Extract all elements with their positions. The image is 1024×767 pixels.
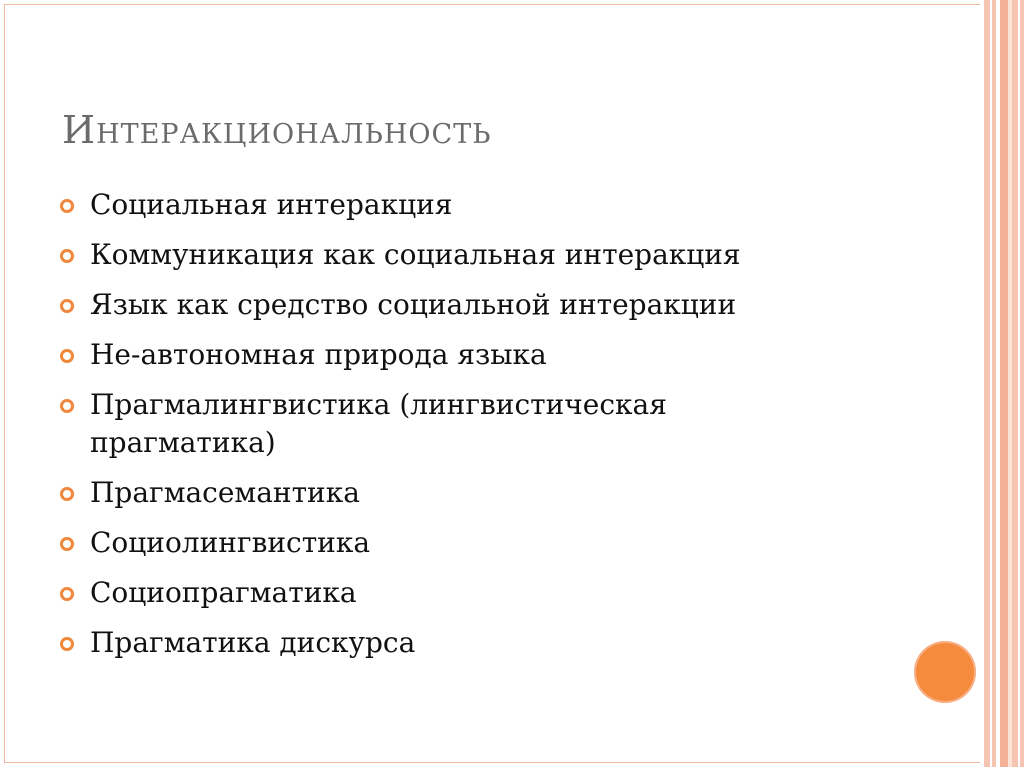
list-item — [60, 624, 860, 662]
ring-bullet-icon — [60, 349, 74, 363]
list-item — [60, 574, 860, 612]
list-item — [60, 286, 860, 324]
ring-bullet-icon — [60, 487, 74, 501]
list-item-text: Прагмалингвистика (лингвистическая прагматика) — [90, 388, 667, 459]
ring-bullet-icon — [60, 587, 74, 601]
list-item-text: Прагмасемантика — [90, 476, 360, 509]
list-item — [60, 474, 860, 512]
list-item-text: Социальная интеракция — [90, 188, 453, 221]
list-item — [60, 236, 860, 274]
list-item-text: Прагматика дискурса — [90, 626, 416, 659]
right-stripe-decoration — [980, 0, 1024, 767]
ring-bullet-icon — [60, 399, 74, 413]
ring-bullet-icon — [60, 537, 74, 551]
list-item-text: Коммуникация как социальная интеракция — [90, 238, 741, 271]
slide-title: Интеракциональность — [62, 108, 492, 152]
list-item — [60, 524, 860, 562]
list-item — [60, 186, 860, 224]
list-item-text: Социолингвистика — [90, 526, 371, 559]
list-item-text: Язык как средство социальной интеракции — [90, 288, 737, 321]
list-item-text: Не-автономная природа языка — [90, 338, 547, 371]
ring-bullet-icon — [60, 249, 74, 263]
orange-circle-decoration — [914, 641, 976, 703]
list-item-text: Социопрагматика — [90, 576, 357, 609]
ring-bullet-icon — [60, 637, 74, 651]
ring-bullet-icon — [60, 199, 74, 213]
list-item — [60, 336, 860, 374]
bullet-list — [60, 186, 860, 674]
ring-bullet-icon — [60, 299, 74, 313]
list-item — [60, 386, 860, 462]
